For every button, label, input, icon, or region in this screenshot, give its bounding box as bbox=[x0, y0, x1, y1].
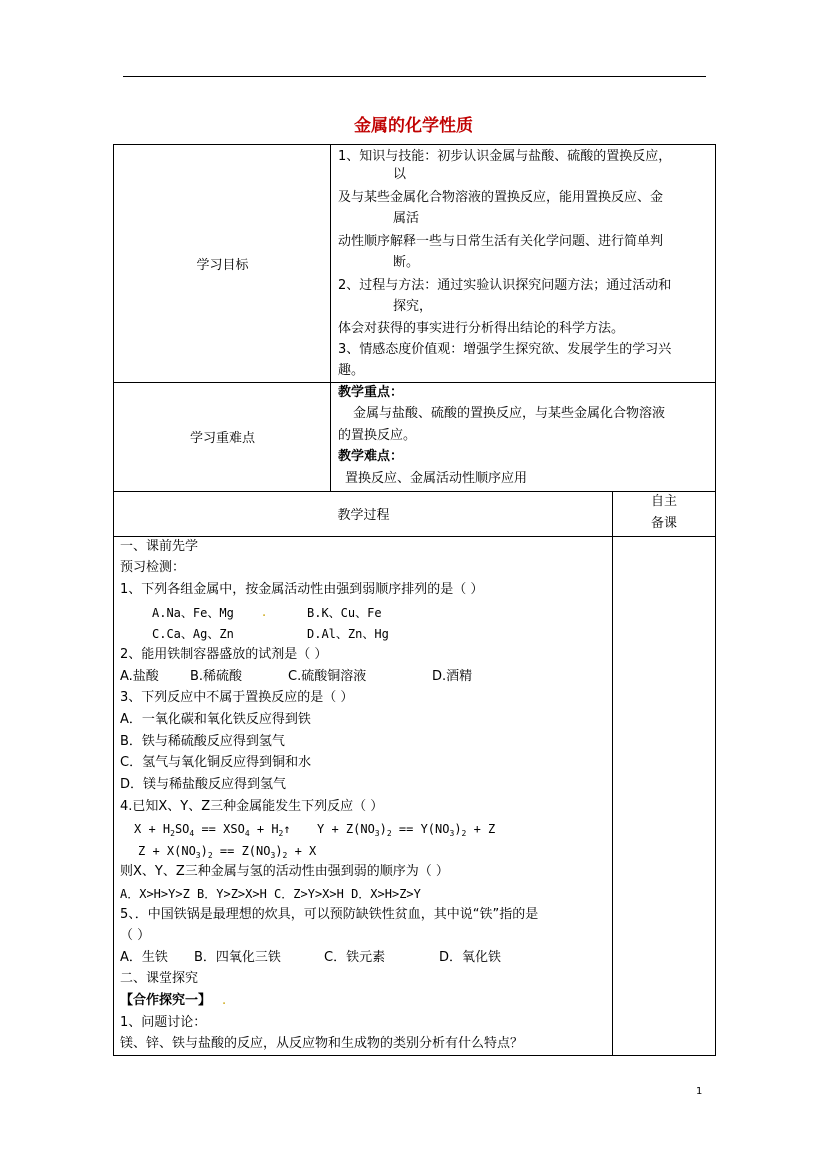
objective-line: 属活 bbox=[393, 211, 420, 226]
process-line: 1、问题讨论： bbox=[120, 1015, 207, 1030]
objective-line: 及与某些金属化合物溶液的置换反应，能用置换反应、金 bbox=[338, 190, 664, 205]
option-a: A.Na、Fe、Mg bbox=[152, 606, 234, 620]
keypoints-label: 学习重难点 bbox=[189, 431, 255, 446]
option-c: C.硫酸铜溶液 bbox=[288, 669, 367, 684]
key-line: 的置换反应。 bbox=[338, 428, 417, 443]
equation-2: $Y + Z(NO_3)_2 == Y(NO_3)_2 + Z$ bbox=[317, 822, 496, 838]
process-line: 1、下列各组金属中，按金属活动性由强到弱顺序排列的是（ ） bbox=[120, 582, 484, 597]
option-b: B.稀硫酸 bbox=[190, 669, 243, 684]
objective-line: 探究， bbox=[393, 299, 433, 314]
key-line: 金属与盐酸、硫酸的置换反应，与某些金属化合物溶液 bbox=[353, 406, 666, 421]
option-b: B.K、Cu、Fe bbox=[307, 606, 382, 620]
process-line: 2、能用铁制容器盛放的试剂是（ ） bbox=[120, 647, 328, 662]
process-line: 预习检测： bbox=[120, 560, 186, 575]
option-d: D.Al、Zn、Hg bbox=[307, 627, 389, 641]
objectives-content-cell bbox=[330, 144, 716, 383]
process-line: 4.已知X、Y、Z三种金属能发生下列反应（ ） bbox=[120, 799, 384, 814]
option-c: C．铁元素 bbox=[324, 950, 386, 965]
option-a: A．生铁 bbox=[120, 950, 168, 965]
process-line: 5、．中国铁锅是最理想的炊具，可以预防缺铁性贫血，其中说“铁”指的是 bbox=[120, 907, 539, 922]
page-number: 1 bbox=[696, 1086, 703, 1097]
option-d: D.酒精 bbox=[432, 669, 473, 684]
equation-1: $X + H_2SO_4 == XSO_4$ + $H_2↑$ bbox=[134, 822, 291, 838]
option-b: B．四氧化三铁 bbox=[194, 950, 281, 965]
header-rule bbox=[123, 76, 706, 77]
self-prep-header-2: 备课 bbox=[651, 516, 678, 531]
process-header-cell bbox=[113, 491, 613, 537]
objectives-label: 学习目标 bbox=[196, 258, 249, 273]
option-d: D．氧化铁 bbox=[439, 950, 502, 965]
objective-line: 1、知识与技能：初步认识金属与盐酸、硫酸的置换反应， bbox=[338, 149, 672, 164]
difficult-line: 置换反应、金属活动性顺序应用 bbox=[345, 471, 528, 486]
objective-line: 断。 bbox=[393, 255, 420, 270]
option-d: D．镁与稀盐酸反应得到氢气 bbox=[120, 777, 287, 792]
decorative-dot: . bbox=[262, 605, 267, 620]
decorative-dot: . bbox=[222, 993, 227, 1008]
options-row: A．X>H>Y>Z B．Y>Z>X>H C．Z>Y>X>H D．X>H>Z>Y bbox=[120, 887, 421, 901]
option-c: C.Ca、Ag、Zn bbox=[152, 627, 234, 641]
objective-line: 动性顺序解释一些与日常生活有关化学问题、进行简单判 bbox=[338, 234, 664, 249]
process-line: 则X、Y、Z三种金属与氢的活动性由强到弱的顺序为（ ） bbox=[120, 864, 449, 879]
process-body-cell bbox=[113, 536, 613, 1056]
process-line: 镁、锌、铁与盐酸的反应，从反应物和生成物的类别分析有什么特点？ bbox=[120, 1036, 524, 1051]
process-line: 一、课前先学 bbox=[120, 539, 199, 554]
objectives-label-cell bbox=[113, 144, 331, 383]
objective-line: 趣。 bbox=[338, 363, 365, 378]
key-title: 教学重点： bbox=[338, 385, 404, 400]
equation-3: $Z + X(NO_3)_2 == Z(NO_3)_2 + X$ bbox=[138, 844, 317, 860]
keypoints-content-cell bbox=[330, 382, 716, 492]
option-c: C．氢气与氧化铜反应得到铜和水 bbox=[120, 755, 312, 770]
option-a: A.盐酸 bbox=[120, 669, 159, 684]
objective-line: 体会对获得的事实进行分析得出结论的科学方法。 bbox=[338, 321, 625, 336]
section-title: 二、课堂探究 bbox=[120, 971, 199, 986]
difficult-title: 教学难点： bbox=[338, 449, 404, 464]
self-prep-header-cell bbox=[612, 491, 716, 537]
process-line: （ ） bbox=[120, 928, 151, 943]
keypoints-label-cell bbox=[113, 382, 331, 492]
objective-line: 2、过程与方法：通过实验认识探究问题方法；通过活动和 bbox=[338, 278, 672, 293]
option-a: A．一氧化碳和氧化铁反应得到铁 bbox=[120, 712, 311, 727]
objective-line: 3、情感态度价值观：增强学生探究欲、发展学生的学习兴 bbox=[338, 342, 672, 357]
objective-line: 以 bbox=[393, 167, 407, 182]
self-prep-body-cell bbox=[612, 536, 716, 1056]
cooperative-inquiry-title: 【合作探究一】 bbox=[120, 993, 212, 1008]
process-header: 教学过程 bbox=[337, 508, 390, 523]
process-line: 3、下列反应中不属于置换反应的是（ ） bbox=[120, 690, 354, 705]
option-b: B．铁与稀硫酸反应得到氢气 bbox=[120, 734, 285, 749]
self-prep-header-1: 自主 bbox=[651, 494, 678, 509]
page-title: 金属的化学性质 bbox=[354, 116, 473, 136]
